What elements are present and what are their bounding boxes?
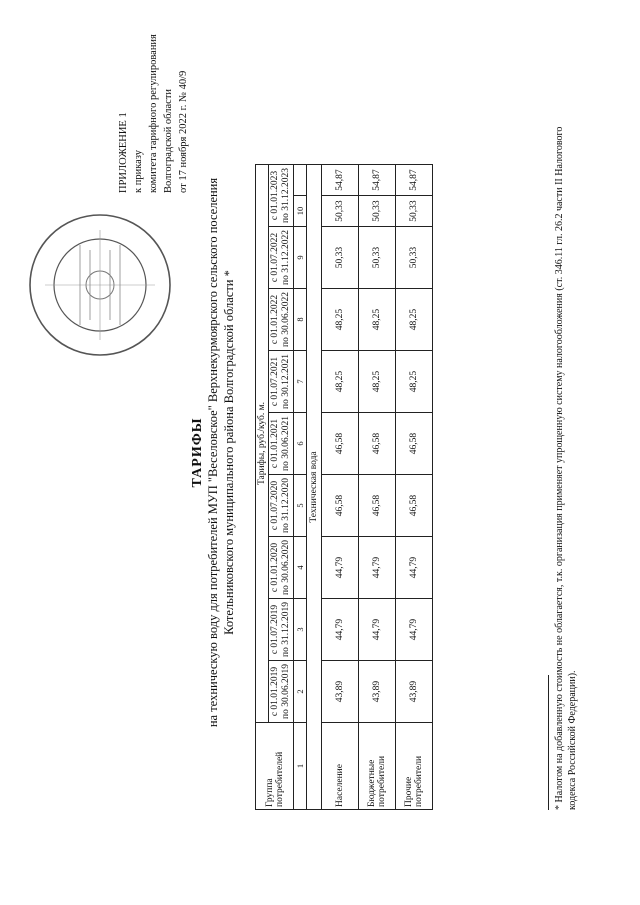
value-cell: 54,87 <box>396 165 433 196</box>
value-cell: 50,33 <box>359 227 396 289</box>
value-cell: 54,87 <box>322 165 359 196</box>
footnote-divider <box>548 675 549 810</box>
value-cell: 44,79 <box>322 537 359 599</box>
group-cell: Население <box>322 723 359 810</box>
table-row <box>322 165 359 810</box>
period-header: с 01.01.2022 по 30.06.2022 <box>269 289 294 351</box>
appendix-line: от 17 ноября 2022 г. № 40/9 <box>178 70 189 193</box>
value-cell: 46,58 <box>359 475 396 537</box>
value-cell: 43,89 <box>359 661 396 723</box>
group-cell: Бюджетные потребители <box>359 723 396 810</box>
column-number: 7 <box>294 351 307 413</box>
period-header: с 01.01.2023 по 31.12.2023 <box>269 165 294 227</box>
column-number: 5 <box>294 475 307 537</box>
value-cell: 50,33 <box>322 227 359 289</box>
column-number: 8 <box>294 289 307 351</box>
period-header: с 01.07.2020 по 31.12.2020 <box>269 475 294 537</box>
value-cell: 46,58 <box>396 413 433 475</box>
value-cell: 50,33 <box>396 227 433 289</box>
table-row <box>396 165 433 810</box>
value-cell: 48,25 <box>322 351 359 413</box>
value-cell: 48,25 <box>396 289 433 351</box>
seal-stamp <box>25 210 175 360</box>
value-cell: 44,79 <box>396 537 433 599</box>
value-cell: 50,33 <box>322 196 359 227</box>
value-cell: 44,79 <box>359 599 396 661</box>
column-number: 2 <box>294 661 307 723</box>
appendix-line: комитета тарифного регулирования <box>148 34 159 193</box>
value-cell: 54,87 <box>359 165 396 196</box>
table-row <box>359 165 396 810</box>
appendix-line: ПРИЛОЖЕНИЕ 1 <box>118 112 129 193</box>
period-header: с 01.07.2021 по 30.12.2021 <box>269 351 294 413</box>
tariff-table <box>255 164 433 810</box>
value-cell: 44,79 <box>322 599 359 661</box>
period-header: с 01.07.2019 по 31.12.2019 <box>269 599 294 661</box>
value-cell: 46,58 <box>322 475 359 537</box>
document-subtitle: на техническую воду для потребителей МУП "Веселовское" Верхнекурмоярского сельского поселения <box>206 177 220 728</box>
value-cell: 46,58 <box>322 413 359 475</box>
tariff-header: Тарифы, руб./куб. м. <box>256 165 269 723</box>
column-number: 9 <box>294 227 307 289</box>
value-cell: 46,58 <box>396 475 433 537</box>
column-number: 4 <box>294 537 307 599</box>
value-cell: 50,33 <box>396 196 433 227</box>
appendix-block <box>116 34 191 193</box>
column-number: 6 <box>294 413 307 475</box>
period-header: с 01.07.2022 по 31.12.2022 <box>269 227 294 289</box>
period-header: с 01.01.2019 по 30.06.2019 <box>269 661 294 723</box>
section-label: Техническая вода <box>307 165 322 810</box>
group-header: Группа потребителей <box>256 723 294 810</box>
period-header: с 01.01.2020 по 30.06.2020 <box>269 537 294 599</box>
footnote: * Налогом на добавленную стоимость не облагается, т.к. организация применяет упрощенную систему налогообложения (ст. 346.11 гл. 26.2 части II Налогового кодекса Российской Федерации). <box>554 126 578 810</box>
appendix-line: Волгоградской области <box>163 88 174 193</box>
value-cell: 48,25 <box>322 289 359 351</box>
column-number: 1 <box>294 723 307 810</box>
value-cell: 44,79 <box>396 599 433 661</box>
group-cell: Прочие потребители <box>396 723 433 810</box>
document-title: ТАРИФЫ <box>190 417 205 488</box>
value-cell: 43,89 <box>322 661 359 723</box>
value-cell: 48,25 <box>359 351 396 413</box>
value-cell: 44,79 <box>359 537 396 599</box>
column-number: 3 <box>294 599 307 661</box>
value-cell: 48,25 <box>396 351 433 413</box>
document-subtitle-2: Котельниковского муниципального района Волгоградской области * <box>222 270 236 635</box>
period-header: с 01.01.2021 по 30.06.2021 <box>269 413 294 475</box>
column-number-blank <box>294 165 307 196</box>
value-cell: 50,33 <box>359 196 396 227</box>
appendix-line: к приказу <box>133 150 144 193</box>
value-cell: 48,25 <box>359 289 396 351</box>
value-cell: 43,89 <box>396 661 433 723</box>
value-cell: 46,58 <box>359 413 396 475</box>
column-number: 10 <box>294 196 307 227</box>
